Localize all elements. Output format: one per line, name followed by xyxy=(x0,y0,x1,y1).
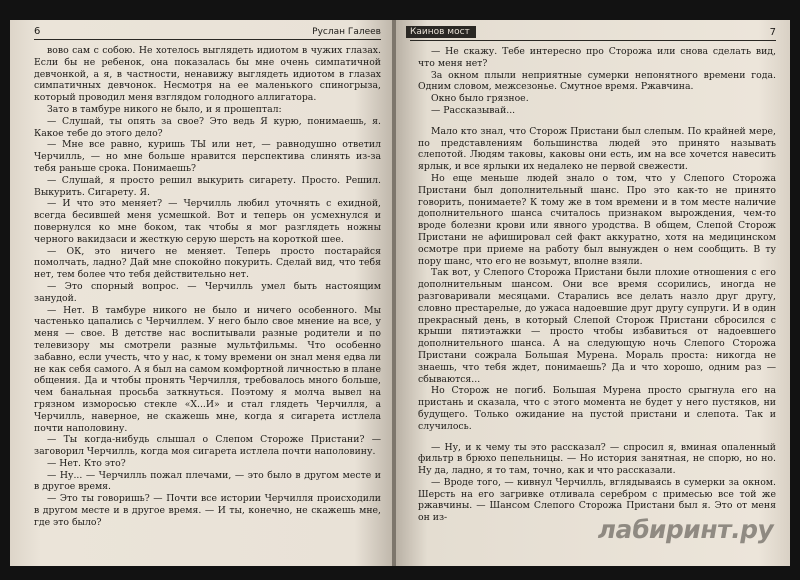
left-running-head: Руслан Галеев xyxy=(312,27,381,37)
paragraph: — Ну... — Черчилль пожал плечами, — это было в другом месте и в другое время. xyxy=(34,469,381,493)
paragraph: За окном плыли неприятные сумерки непонятного времени года. Одним словом, межсезонье. Смутное время. Ржавчина. xyxy=(418,69,776,93)
paragraph: — Слушай, я просто решил выкурить сигарету. Просто. Решил. Выкурить. Сигарету. Я. xyxy=(34,174,381,198)
paragraph: вово сам с собою. Не хотелось выглядеть идиотом в чужих глазах. Если бы не ребенок, она показалась бы мне очень симпатичной девчонкой, а я, в частности, ненавижу выглядеть идиотом в глазах симпатичных девчонок. Несмотря на ее маленького спиногрыза, который проводил меня взглядом голодного аллигатора. xyxy=(34,45,381,104)
paragraph: — Это ты говоришь? — Почти все истории Черчилля происходили в другом месте и в другое время. — И ты, конечно, не скажешь мне, где это было? xyxy=(34,493,381,528)
paragraph: Но еще меньше людей знало о том, что у Слепого Сторожа Пристани был дополнительный шанс. Про это как-то не принято говорить, понимаете? К тому же в том времени и в том месте наличие дополнительного шанса считалось признаком вырождения, чем-то вроде болезни крови или явного уродства. В общем, Слепой Сторож Пристани не афишировал сей факт аккуратно, хотя на медицинском осмотре при приеме на работу был вынужден о нем сообщить. В ту пору шанс, что его не возьмут, вполне взяли. xyxy=(418,172,776,267)
paragraph: — Это спорный вопрос. — Черчилль умел быть настоящим занудой. xyxy=(34,280,381,304)
paragraph: Зато в тамбуре никого не было, и я прошептал: xyxy=(47,103,282,115)
paragraph: Окно было грязное. xyxy=(431,93,529,105)
paragraph: — Мне все равно, куришь ТЫ или нет, — равнодушно ответил Черчилль, — но мне больше нравится перспектива слинять из-за тебя раньше срока. Понимаешь? xyxy=(34,139,381,174)
paragraph: Мало кто знал, что Сторож Пристани был слепым. По крайней мере, по представлениям большинства людей это принято называть слепотой. Людям таковы, каковы они есть, им на все хочется навесить ярлык, и все ярлыки их недалеко не первой свежести. xyxy=(418,125,776,173)
paragraph: Так вот, у Слепого Сторожа Пристани были плохие отношения с его дополнительным шансом. Они все время ссорились, иногда не разговаривали месяцами. Старались все делать назло друг другу, словно престарелые, до ужаса надоевшие друг другу супруги. И в один прекрасный день, в который Слепой Сторож Пристани сбросился с крыши пятиэтажки — просто чтобы избавиться от надоевшего дополнительного шанса. А на следующую ночь Слепого Сторожа Пристани сожрала Большая Мурена. Мораль проста: никогда не знаешь, что тебя ждет, понимаешь? Да и что хорошо, одним раз — сбываются... xyxy=(418,267,776,385)
left-page-number: 6 xyxy=(34,26,41,37)
right-page-body xyxy=(418,46,776,524)
right-page-number: 7 xyxy=(769,27,776,38)
paragraph: — ОК, это ничего не меняет. Теперь просто постарайся помолчать, ладно? Дай мне спокойно покурить. Сделай вид, что тебя нет, тем более что тебя действительно нет. xyxy=(34,245,381,281)
watermark-text: лабиринт.ру xyxy=(595,515,777,544)
watermark-logo xyxy=(595,515,777,544)
paragraph: — Вроде того, — кивнул Черчилль, вглядываясь в сумерки за окном. Шерсть на его загривке отливала серебром с примесью все той же ржавчины. — Шансом Слепого Сторожа Пристани был я. Это от меня он из- xyxy=(418,476,776,524)
paragraph: — Ну, и к чему ты это рассказал? — спросил я, вминая опаленный фильтр в брюхо пепельницы. — Но история занятная, не спорю, но но. Ну да, ладно, я то там, точно, как и что рассказали. xyxy=(418,441,776,477)
right-page xyxy=(396,20,790,566)
left-page-body xyxy=(34,45,381,529)
right-running-head: Каинов мост xyxy=(406,26,476,38)
paragraph: — Нет. В тамбуре никого не было и ничего особенного. Мы частенько цапались с Черчиллем. У него было свое мнение на все, у меня — свое. В детстве нас воспитывали разные родители и по телевизору мы смотрели разные мультфильмы. Что особенно забавно, если учесть, что у нас, к тому времени он знал меня едва ли не как себя самого. А я был на самом комфортной личностью в плане общения. Да и чтобы пронять Черчилля, требовалось много больше, чем банальная просьба заткнуться. Поэтому я молча вывел на грязном изморосью стекле «Х...И» и стал глядеть Черчилля, а Черчилль, наверное, не скажешь мне, когда я сигарета истлела почти наполовину. xyxy=(34,304,381,434)
paragraph: — И что это меняет? — Черчилль любил уточнять с ехидной, всегда бесившей меня усмешкой. Вот и теперь он усмехнулся и повернулся ко мне боком, так чтобы я мог разглядеть ножны черного вакидзаси и жесткую серую шерсть на короткой шее. xyxy=(34,198,381,245)
paragraph: — Не скажу. Тебе интересно про Сторожа или снова сделать вид, что меня нет? xyxy=(418,46,776,69)
right-page-header xyxy=(410,26,776,41)
paragraph: — Нет. Кто это? xyxy=(47,457,126,469)
paragraph: — Ты когда-нибудь слышал о Слепом Стороже Пристани? — заговорил Черчилль, когда моя сигарета истлела почти наполовину. xyxy=(34,434,381,458)
left-page-header xyxy=(34,26,381,40)
paragraph: Но Сторож не погиб. Большая Мурена просто срыгнула его на пристань и сказала, что с этого момента не будет у него пустяков, ни будущего. Только ожидание на пустой пристани и слепота. Так и случилось. xyxy=(418,385,776,432)
left-page xyxy=(10,20,393,566)
paragraph: — Рассказывай... xyxy=(431,104,516,116)
paragraph: — Слушай, ты опять за свое? Это ведь Я курю, понимаешь, я. Какое тебе до этого дело? xyxy=(34,115,381,139)
